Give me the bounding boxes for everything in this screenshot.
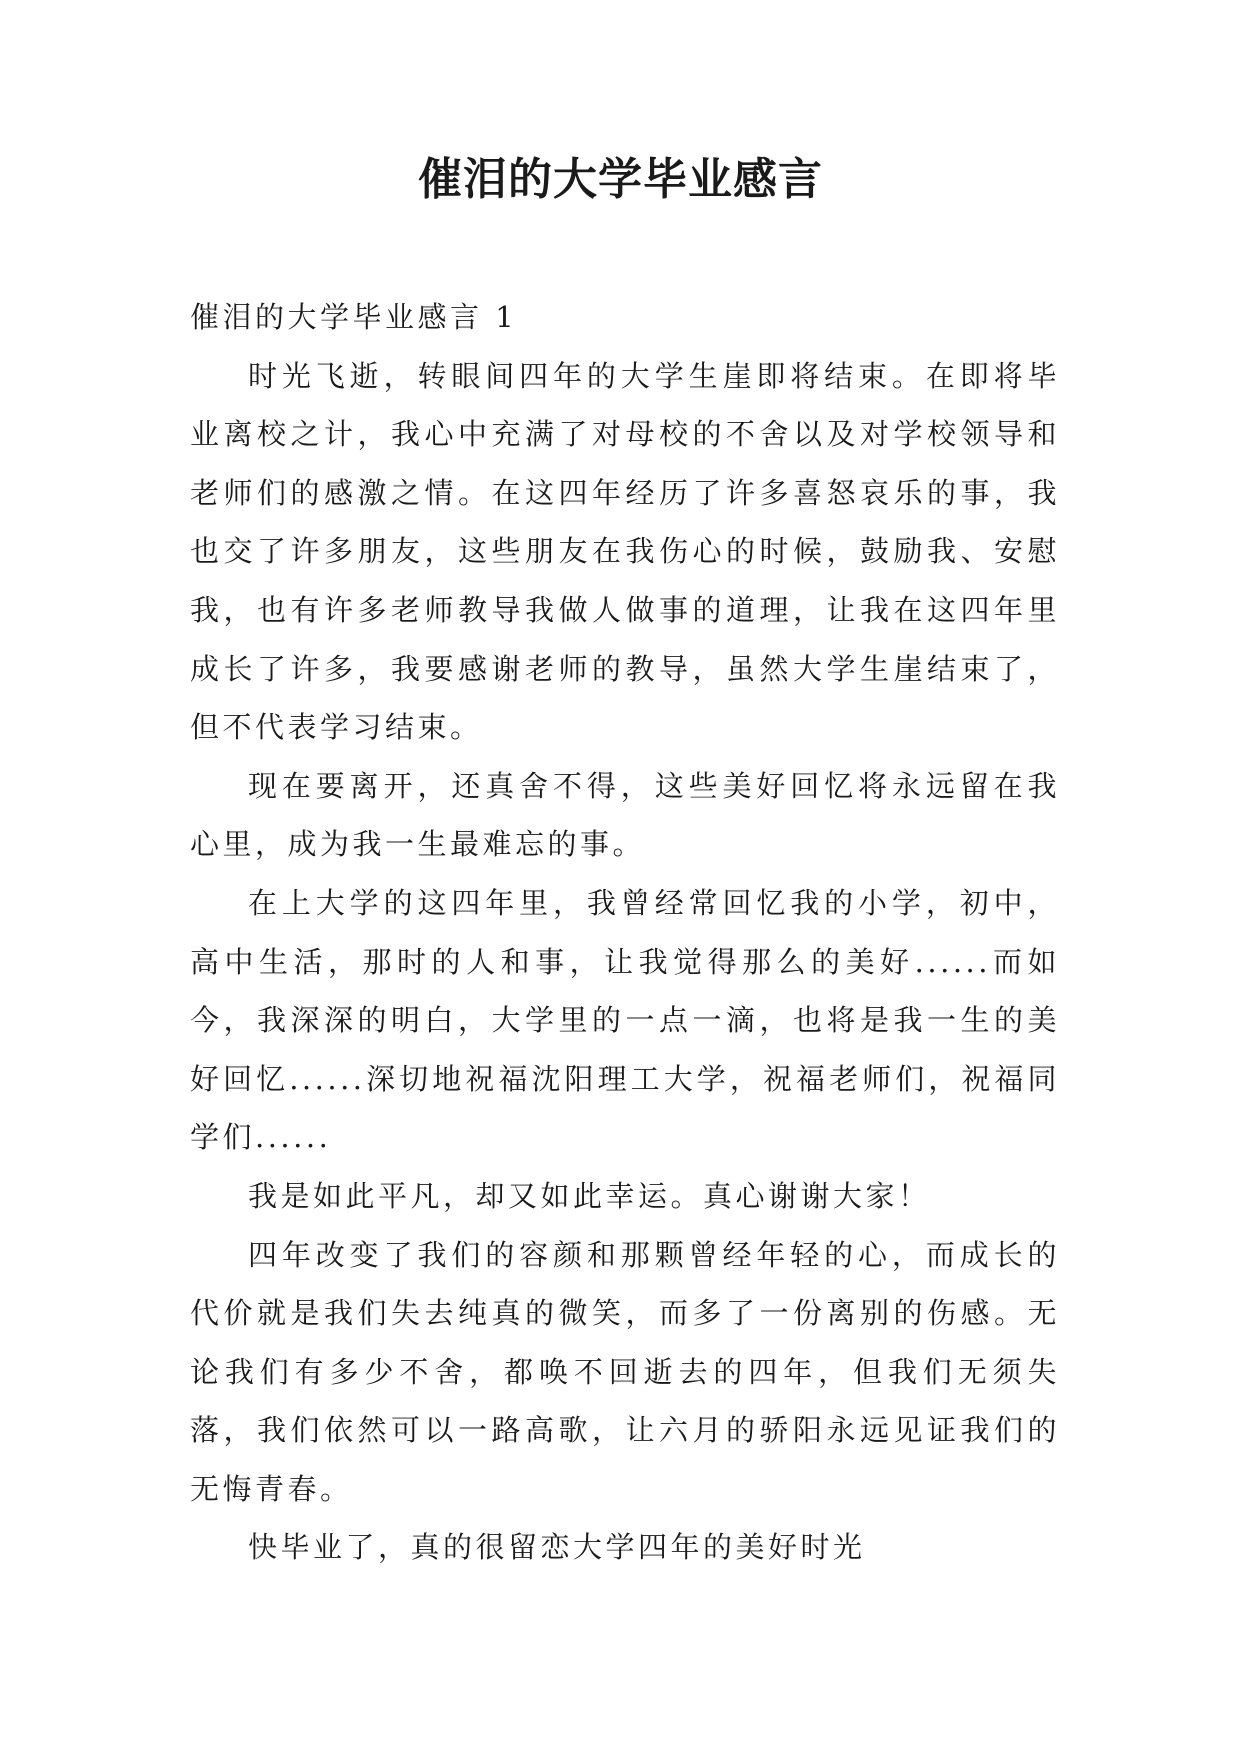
document-title: 催泪的大学毕业感言 <box>418 154 823 205</box>
paragraph: 现在要离开，还真舍不得，这些美好回忆将永远留在我心里，成为我一生最难忘的事。 <box>190 768 1060 862</box>
paragraph: 我是如此平凡，却又如此幸运。真心谢谢大家！ <box>248 1178 931 1213</box>
paragraph: 时光飞逝，转眼间四年的大学生崖即将结束。在即将毕业离校之计，我心中充满了对母校的不舍以及对学校领导和老师们的感激之情。在这四年经历了许多喜怒哀乐的事，我也交了许多朋友，这些朋友在我伤心的时候，鼓励我、安慰我，也有许多老师教导我做人做事的道理，让我在这四年里成长了许多，我要感谢老师的教导，虽然大学生崖结束了，但不代表学习结束。 <box>190 358 1060 745</box>
paragraph: 快毕业了，真的很留恋大学四年的美好时光 <box>248 1530 866 1565</box>
section-heading: 催泪的大学毕业感言 1 <box>190 300 518 334</box>
paragraph: 四年改变了我们的容颜和那颗曾经年轻的心，而成长的代价就是我们失去纯真的微笑，而多了一份离别的伤感。无论我们有多少不舍，都唤不回逝去的四年，但我们无须失落，我们依然可以一路高歌，让六月的骄阳永远见证我们的无悔青春。 <box>190 1237 1060 1506</box>
document-body <box>190 288 1060 1577</box>
paragraph: 在上大学的这四年里，我曾经常回忆我的小学，初中，高中生活，那时的人和事，让我觉得那么的美好......而如今，我深深的明白，大学里的一点一滴，也将是我一生的美好回忆......深切地祝福沈阳理工大学，祝福老师们，祝福同学们...... <box>190 885 1060 1155</box>
